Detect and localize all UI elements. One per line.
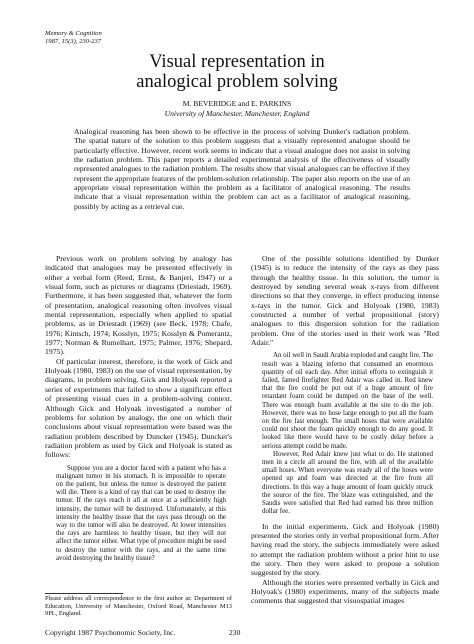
body-paragraph: Although the stories were presented verbally in Gick and Holyoak's (1980) experiments, many of the subjects made comments that suggested that visuospatial images xyxy=(251,577,439,606)
body-paragraph: Of particular interest, therefore, is the work of Gick and Holyoak (1980, 1983) on the use of visual representation, by diagrams, in problem solving. Gick and Holyoak reported a series of experiments that failed to show a significant effect of presenting visual cues in a problem-solving context. Although Gick and Holyoak investigated a number of problems for solution by analogy, the one on which their conclusions about visual representation were based was the radiation problem described by Duncker (1945). Duncker's radiation problem as used by Gick and Holyoak is stated as follows: xyxy=(45,356,232,460)
title-line-2: analogical problem solving xyxy=(136,72,338,92)
red-adair-story-quote xyxy=(251,352,439,516)
journal-header xyxy=(45,30,102,46)
article-title xyxy=(0,52,474,92)
body-paragraph: In the initial experiments, Gick and Holyoak (1980) presented the stories only in verbal propositional form. After having read the story, the subjects immediately were asked to attempt the radiation problem without a prior hint to use the story. Then they were asked to propose a solution suggested by the story. xyxy=(251,521,439,578)
quote-paragraph: However, Red Adair knew just what to do. He stationed men in a circle all around the fire, with all of the available small hoses. When everyone was ready all of the hoses were opened up and foam was directed at the fire from all directions. In this way a huge amount of foam quickly struck the source of the fire. The blaze was extinguished, and the Saudis were satisfied that Red had earned his three million dollar fee. xyxy=(262,450,433,516)
quote-paragraph: Suppose you are a doctor faced with a patient who has a malignant tumor in his stomach. It is impossible to operate on the patient, but unless the tumor is destroyed the patient will die. There is a kind of ray that can be used to destroy the tumor. If the rays reach it all at once at a sufficiently high intensity, the tumor will be destroyed. Unfortunately, at this intensity the healthy tissue that the rays pass through on the way to the tumor will also be destroyed. At lower intensities the rays are harmless to healthy tissue, but they will not affect the tumor either. What type of procedure might be used to destroy the tumor with the rays, and at the same time avoid destroying the healthy tissue? xyxy=(56,464,226,562)
title-line-1: Visual representation in xyxy=(149,52,325,72)
copyright-notice: Copyright 1987 Psychonomic Society, Inc. xyxy=(45,628,176,637)
journal-citation: 1987, 15(3), 230-237 xyxy=(45,38,102,45)
right-column xyxy=(251,254,439,606)
journal-name: Memory & Cognition xyxy=(45,30,102,37)
author-names: M. BEVERIDGE and E. PARKINS xyxy=(182,99,292,108)
author-block xyxy=(0,99,474,118)
radiation-problem-quote xyxy=(45,465,232,563)
author-affiliation: University of Manchester, Manchester, England xyxy=(164,108,310,118)
abstract: Analogical reasoning has been shown to be effective in the process of solving Dunker's radiation problem. The spatial nature of the solution to this problem suggests that a visually represented analogue should be particularly effective. However, recent work seems to indicate that a visual analogue does not assist in solving the radiation problem. This paper reports a detailed experimental analysis of the effectiveness of visually represented analogues to the radiation problem. The results show that visual analogues can be effective if they represent the appropriate features of the problem-solution relationship. The paper also reports on the use of an appropriate visual representation within the problem as a facilitator of analogical reasoning. The results indicate that a visual representation within the problem can act as a facilitator of analogical reasoning, possibly by acting as a retrieval cue. xyxy=(74,127,410,211)
quote-paragraph: An oil well in Saudi Arabia exploded and caught fire. The result was a blazing inferno that consumed an enormous quantity of oil each day. After initial efforts to extinguish it failed, famed firefighter Red Adair was called in. Red knew that the fire could be put out if a huge amount of fire retardant foam could be dumped on the base of the well. There was enough foam available at the site to do the job. However, there was no hose large enough to put all the foam on the fire fast enough. The small hoses that were available could not shoot the foam quickly enough to do any good. It looked like there would have to be costly delay before a serious attempt could be made. xyxy=(262,352,433,450)
footnote: Please address all correspondence to the first author at: Department of Education, University of Manchester, Oxford Road, Manchester M13 9PL, England. xyxy=(45,595,232,618)
body-paragraph: One of the possible solutions identified by Dunker (1945) is to reduce the intensity of the rays as they pass through the healthy tissue. In this solution, the tumor is destroyed by sending several weak x-rays from different directions so that they converge, in effect producing intense x-rays in the tumor. Gick and Holyoak (1980, 1983) constructed a number of verbal propositional (story) analogues to this dispersion solution for the radiation problem. One of the stories used in their work was "Red Adair." xyxy=(251,254,439,348)
body-paragraph: Previous work on problem solving by analogy has indicated that analogues may be presented effectively in either a verbal form (Reed, Ernst, & Banjeri, 1947) or a visual form, such as pictures or diagrams (Driestadt, 1969). Furthermore, it has been suggested that, whatever the form of presentation, analogical reasoning often involves visual mental representation, especially when applied to spatial problems, as in Driestadt (1969) (see Beck, 1978; Chafe, 1976; Kintsch, 1974; Kosslyn, 1975; Kosslyn & Pomerantz, 1977; Norman & Rumelhart, 1975; Palmer, 1976; Shepard, 1975). xyxy=(45,254,232,357)
left-column xyxy=(45,254,232,563)
page-number: 230 xyxy=(229,628,241,637)
footnote-divider xyxy=(45,593,123,594)
